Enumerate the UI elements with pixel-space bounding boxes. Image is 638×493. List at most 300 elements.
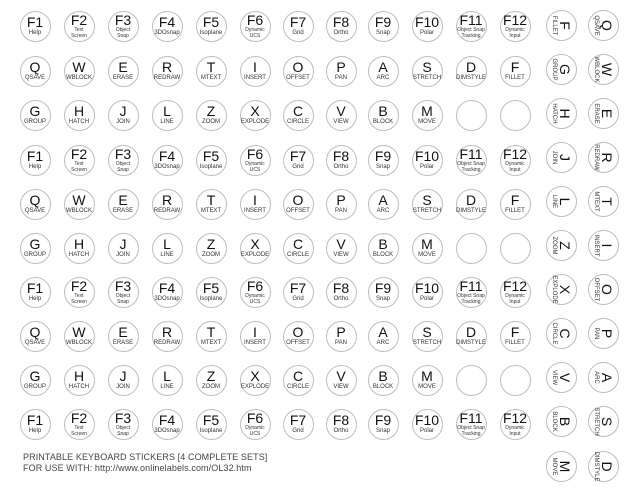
key-sticker-c: [283, 100, 314, 131]
key-command: 3DOsnap: [154, 296, 180, 303]
key-sticker-l: [152, 365, 183, 396]
key-sticker-i: [588, 230, 619, 261]
key-command: PAN: [335, 208, 347, 215]
key-sticker-blank: [500, 365, 531, 396]
key-command: VIEW: [333, 252, 349, 259]
key-label: F5: [202, 148, 220, 165]
key-sticker-r: [152, 189, 183, 220]
key-sticker-blank: [456, 365, 487, 396]
key-label: F8: [332, 14, 350, 31]
key-sticker-h: [546, 98, 577, 129]
key-label: P: [336, 192, 346, 209]
key-sticker-f2: [64, 277, 95, 308]
key-sticker-f5: [196, 11, 227, 42]
key-command: Dynamic UCS: [245, 161, 265, 173]
key-sticker-c: [546, 318, 577, 349]
key-command: Help: [28, 296, 42, 303]
key-label: D: [465, 324, 477, 341]
key-sticker-q: [588, 10, 619, 41]
key-label: D: [598, 460, 615, 472]
key-label: V: [556, 373, 573, 383]
key-command: FILLET: [505, 75, 525, 82]
key-label: Q: [598, 19, 615, 31]
key-label: F7: [289, 14, 307, 31]
key-sticker-s: [412, 56, 443, 87]
key-sticker-g: [20, 365, 51, 396]
key-label: B: [378, 368, 388, 385]
key-sticker-l: [152, 100, 183, 131]
key-label: J: [119, 368, 127, 385]
key-command: JOIN: [116, 384, 130, 391]
key-command: LINE: [160, 119, 174, 126]
key-label: B: [556, 417, 573, 427]
key-command: Polar: [419, 30, 434, 37]
key-sticker-w: [64, 56, 95, 87]
key-label: X: [556, 284, 573, 295]
key-sticker-x: [546, 274, 577, 305]
key-command: Help: [28, 30, 42, 37]
key-sticker-i: [240, 56, 271, 87]
key-sticker-v: [326, 233, 357, 264]
key-command: REDRAW: [153, 75, 181, 82]
key-sticker-f1: [20, 145, 51, 176]
key-command: VIEW: [333, 119, 349, 126]
key-command: PAN: [592, 327, 599, 340]
key-command: Isoplane: [199, 296, 223, 303]
key-command: STRETCH: [592, 407, 599, 437]
key-command: OFFSET: [286, 340, 310, 347]
key-sticker-f3: [108, 409, 139, 440]
key-label: I: [253, 324, 257, 341]
key-command: Polar: [419, 296, 434, 303]
key-sticker-t: [196, 56, 227, 87]
key-sticker-s: [412, 189, 443, 220]
key-label: F10: [414, 14, 440, 31]
key-label: Z: [206, 103, 216, 120]
key-label: F: [556, 20, 573, 30]
key-sticker-f4: [152, 145, 183, 176]
key-label: F12: [502, 278, 528, 294]
key-command: PAN: [335, 340, 347, 347]
key-sticker-v: [326, 365, 357, 396]
key-command: ERASE: [112, 208, 134, 215]
key-command: EXPLODE: [550, 275, 557, 304]
key-sticker-l: [546, 186, 577, 217]
key-sticker-h: [64, 365, 95, 396]
key-label: J: [119, 236, 127, 253]
key-label: E: [118, 192, 128, 209]
key-label: P: [598, 329, 615, 339]
key-sticker-g: [20, 233, 51, 264]
key-command: Object Snap Tracking: [457, 293, 485, 305]
key-sticker-f2: [64, 409, 95, 440]
key-label: M: [421, 368, 433, 385]
key-sticker-z: [196, 233, 227, 264]
key-command: FILLET: [550, 15, 557, 35]
key-command: INSERT: [244, 75, 266, 82]
key-command: Snap: [375, 296, 390, 303]
key-sticker-b: [368, 365, 399, 396]
key-label: I: [253, 192, 257, 209]
key-label: F5: [202, 14, 220, 31]
key-label: W: [72, 192, 86, 209]
key-sticker-f11: [456, 277, 487, 308]
footer-subtitle: FOR USE WITH: http://www.onlinelabels.com/OL32.htm: [23, 463, 252, 473]
key-command: EXPLODE: [240, 384, 270, 391]
key-sticker-f3: [108, 11, 139, 42]
key-label: F1: [26, 14, 44, 31]
key-command: ZOOM: [202, 384, 220, 391]
key-sticker-a: [368, 321, 399, 352]
key-sticker-j: [108, 365, 139, 396]
key-sticker-g: [20, 100, 51, 131]
key-command: FILLET: [505, 208, 525, 215]
key-command: JOIN: [550, 150, 557, 165]
key-label: C: [292, 236, 304, 253]
key-command: Snap: [375, 164, 390, 171]
key-label: T: [206, 59, 216, 76]
key-sticker-f9: [368, 11, 399, 42]
key-command: QSAVE: [24, 340, 46, 347]
key-sticker-f4: [152, 277, 183, 308]
key-label: Z: [206, 368, 216, 385]
key-sticker-p: [326, 321, 357, 352]
key-command: VIEW: [550, 370, 557, 386]
key-command: LINE: [550, 194, 557, 209]
key-label: R: [161, 59, 173, 76]
key-label: O: [292, 324, 304, 341]
key-sticker-p: [588, 318, 619, 349]
key-sticker-r: [152, 321, 183, 352]
key-label: L: [163, 236, 171, 253]
key-label: F11: [459, 278, 483, 294]
key-sticker-f6: [240, 277, 271, 308]
key-label: F5: [202, 280, 220, 297]
key-label: B: [378, 103, 388, 120]
key-command: Polar: [419, 164, 434, 171]
key-sticker-f8: [326, 11, 357, 42]
key-command: MTEXT: [200, 75, 222, 82]
key-label: A: [378, 59, 388, 76]
key-sticker-e: [108, 321, 139, 352]
key-label: R: [161, 324, 173, 341]
key-command: STRETCH: [412, 75, 442, 82]
key-sticker-f7: [283, 11, 314, 42]
key-sticker-f11: [456, 409, 487, 440]
key-sticker-m: [412, 100, 443, 131]
key-sticker-j: [108, 233, 139, 264]
key-label: X: [250, 103, 260, 120]
key-command: Isoplane: [199, 30, 223, 37]
key-command: Dynamic Input: [505, 161, 525, 173]
key-sticker-f: [500, 189, 531, 220]
key-command: GROUP: [23, 384, 46, 391]
key-sticker-i: [240, 321, 271, 352]
key-command: OFFSET: [286, 75, 310, 82]
key-sticker-s: [588, 406, 619, 437]
key-command: ARC: [376, 208, 390, 215]
key-command: QSAVE: [592, 14, 599, 36]
key-command: Grid: [292, 164, 304, 171]
key-sticker-blank: [500, 233, 531, 264]
key-command: ZOOM: [202, 119, 220, 126]
key-command: INSERT: [244, 208, 266, 215]
key-sticker-c: [283, 233, 314, 264]
key-command: Dynamic UCS: [245, 27, 265, 39]
key-command: 3DOsnap: [154, 164, 180, 171]
key-command: Grid: [292, 30, 304, 37]
key-sticker-o: [283, 189, 314, 220]
key-label: F11: [459, 146, 483, 162]
key-label: F: [510, 324, 520, 341]
key-sticker-v: [546, 362, 577, 393]
key-command: QSAVE: [24, 75, 46, 82]
key-label: S: [422, 59, 432, 76]
key-label: F: [510, 59, 520, 76]
key-label: F6: [246, 410, 264, 426]
key-sticker-x: [240, 100, 271, 131]
key-sticker-f1: [20, 11, 51, 42]
key-label: F7: [289, 148, 307, 165]
key-command: CIRCLE: [286, 384, 309, 391]
key-label: T: [206, 324, 216, 341]
key-label: A: [378, 324, 388, 341]
key-sticker-z: [196, 365, 227, 396]
key-sticker-f10: [412, 409, 443, 440]
key-label: T: [206, 192, 216, 209]
key-command: HATCH: [68, 384, 90, 391]
key-label: A: [378, 192, 388, 209]
key-command: INSERT: [244, 340, 266, 347]
key-command: MOVE: [418, 252, 436, 259]
key-command: REDRAW: [153, 208, 181, 215]
key-sticker-f12: [500, 145, 531, 176]
key-sticker-b: [368, 100, 399, 131]
key-sticker-p: [326, 189, 357, 220]
key-command: Grid: [292, 428, 304, 435]
key-sticker-f10: [412, 277, 443, 308]
key-sticker-f1: [20, 409, 51, 440]
key-label: A: [598, 373, 615, 383]
key-sticker-o: [283, 56, 314, 87]
key-command: Dynamic UCS: [245, 425, 265, 437]
key-command: OFFSET: [592, 277, 599, 302]
key-sticker-f8: [326, 145, 357, 176]
key-label: F12: [502, 12, 528, 28]
key-command: PAN: [335, 75, 347, 82]
key-sticker-s: [412, 321, 443, 352]
key-command: BLOCK: [372, 119, 394, 126]
key-label: E: [118, 324, 128, 341]
key-command: ZOOM: [550, 236, 557, 255]
key-sticker-p: [326, 56, 357, 87]
key-sticker-f3: [108, 277, 139, 308]
key-command: JOIN: [116, 119, 130, 126]
key-label: I: [253, 59, 257, 76]
key-sticker-f8: [326, 277, 357, 308]
key-command: LINE: [160, 252, 174, 259]
key-sticker-i: [240, 189, 271, 220]
key-label: T: [598, 197, 615, 206]
key-command: CIRCLE: [550, 322, 557, 345]
key-sticker-blank: [456, 233, 487, 264]
key-label: W: [598, 62, 615, 76]
key-label: F1: [26, 412, 44, 429]
key-sticker-m: [412, 365, 443, 396]
key-sticker-blank: [500, 100, 531, 131]
key-label: M: [421, 103, 433, 120]
key-label: I: [598, 243, 615, 248]
key-command: MOVE: [550, 457, 557, 475]
key-label: F10: [414, 280, 440, 297]
key-label: F4: [158, 148, 176, 165]
key-sticker-h: [64, 233, 95, 264]
key-sticker-e: [108, 56, 139, 87]
key-label: X: [250, 368, 260, 385]
key-label: G: [29, 236, 41, 253]
key-label: F6: [246, 12, 264, 28]
key-label: Z: [206, 236, 216, 253]
key-command: Snap: [375, 30, 390, 37]
key-label: R: [161, 192, 173, 209]
key-command: ZOOM: [202, 252, 220, 259]
key-sticker-b: [546, 406, 577, 437]
key-label: L: [163, 103, 171, 120]
key-label: F2: [70, 278, 88, 294]
key-command: GROUP: [23, 119, 46, 126]
key-command: LINE: [160, 384, 174, 391]
key-command: REDRAW: [153, 340, 181, 347]
key-sticker-j: [108, 100, 139, 131]
key-command: Isoplane: [199, 428, 223, 435]
key-label: H: [556, 108, 573, 119]
key-sticker-h: [64, 100, 95, 131]
key-sticker-l: [152, 233, 183, 264]
key-command: INSERT: [592, 234, 599, 257]
key-command: CIRCLE: [286, 119, 309, 126]
key-command: Help: [28, 428, 42, 435]
key-label: Z: [556, 241, 573, 250]
key-command: BLOCK: [372, 252, 394, 259]
key-label: F11: [459, 12, 483, 28]
key-command: DIMSTYLE: [592, 451, 599, 482]
key-label: P: [336, 59, 346, 76]
key-label: P: [336, 324, 346, 341]
key-label: S: [422, 324, 432, 341]
key-label: L: [163, 368, 171, 385]
key-sticker-q: [20, 189, 51, 220]
key-label: F4: [158, 280, 176, 297]
key-label: G: [29, 368, 41, 385]
key-label: L: [556, 197, 573, 206]
key-command: Ortho: [333, 296, 349, 303]
key-label: F3: [114, 146, 132, 162]
key-sticker-q: [20, 321, 51, 352]
key-sticker-f11: [456, 145, 487, 176]
key-sticker-f7: [283, 277, 314, 308]
key-label: V: [336, 236, 346, 253]
key-command: Object Snap Tracking: [457, 27, 485, 39]
key-command: REDRAW: [592, 144, 599, 171]
key-sticker-r: [152, 56, 183, 87]
key-sticker-z: [196, 100, 227, 131]
key-command: MTEXT: [200, 340, 222, 347]
key-label: F2: [70, 146, 88, 162]
key-command: ERASE: [592, 103, 599, 124]
key-sticker-o: [588, 274, 619, 305]
key-command: ARC: [376, 340, 390, 347]
key-sticker-f9: [368, 145, 399, 176]
key-sticker-f6: [240, 11, 271, 42]
key-label: F4: [158, 14, 176, 31]
key-command: WBLOCK: [65, 208, 92, 215]
key-sticker-f5: [196, 145, 227, 176]
key-label: C: [292, 103, 304, 120]
key-command: HATCH: [68, 119, 90, 126]
key-label: F12: [502, 146, 528, 162]
key-label: O: [598, 284, 615, 296]
key-command: QSAVE: [24, 208, 46, 215]
key-sticker-f9: [368, 277, 399, 308]
key-command: OFFSET: [286, 208, 310, 215]
key-label: F1: [26, 280, 44, 297]
key-sticker-m: [546, 451, 577, 482]
key-command: ARC: [592, 371, 599, 385]
key-command: ERASE: [112, 75, 134, 82]
key-label: H: [73, 368, 85, 385]
key-sticker-f2: [64, 145, 95, 176]
key-label: Q: [29, 324, 41, 341]
key-sticker-e: [108, 189, 139, 220]
key-command: 3DOsnap: [154, 30, 180, 37]
key-command: BLOCK: [550, 411, 557, 433]
key-sticker-f6: [240, 145, 271, 176]
key-sticker-f10: [412, 145, 443, 176]
key-sticker-d: [456, 189, 487, 220]
key-command: Object Snap Tracking: [457, 161, 485, 173]
key-command: Snap: [375, 428, 390, 435]
key-command: GROUP: [550, 58, 557, 81]
key-command: HATCH: [550, 103, 557, 124]
key-command: STRETCH: [412, 340, 442, 347]
key-label: O: [292, 192, 304, 209]
key-command: Ortho: [333, 428, 349, 435]
key-label: W: [72, 59, 86, 76]
key-label: F9: [374, 412, 392, 429]
key-sticker-d: [588, 451, 619, 482]
key-command: Ortho: [333, 164, 349, 171]
key-command: VIEW: [333, 384, 349, 391]
key-sticker-f12: [500, 409, 531, 440]
key-sticker-blank: [456, 100, 487, 131]
key-sticker-w: [64, 321, 95, 352]
key-command: Object Snap Tracking: [457, 425, 485, 437]
key-command: MTEXT: [592, 191, 599, 212]
key-label: C: [556, 328, 573, 339]
key-label: V: [336, 368, 346, 385]
key-command: FILLET: [505, 340, 525, 347]
key-label: X: [250, 236, 260, 253]
key-command: EXPLODE: [240, 119, 270, 126]
key-label: F4: [158, 412, 176, 429]
key-command: Text Screen: [71, 293, 87, 305]
key-sticker-z: [546, 230, 577, 261]
key-command: Dynamic Input: [505, 425, 525, 437]
key-sticker-x: [240, 233, 271, 264]
key-sticker-e: [588, 98, 619, 129]
key-command: CIRCLE: [286, 252, 309, 259]
key-command: Text Screen: [71, 27, 87, 39]
